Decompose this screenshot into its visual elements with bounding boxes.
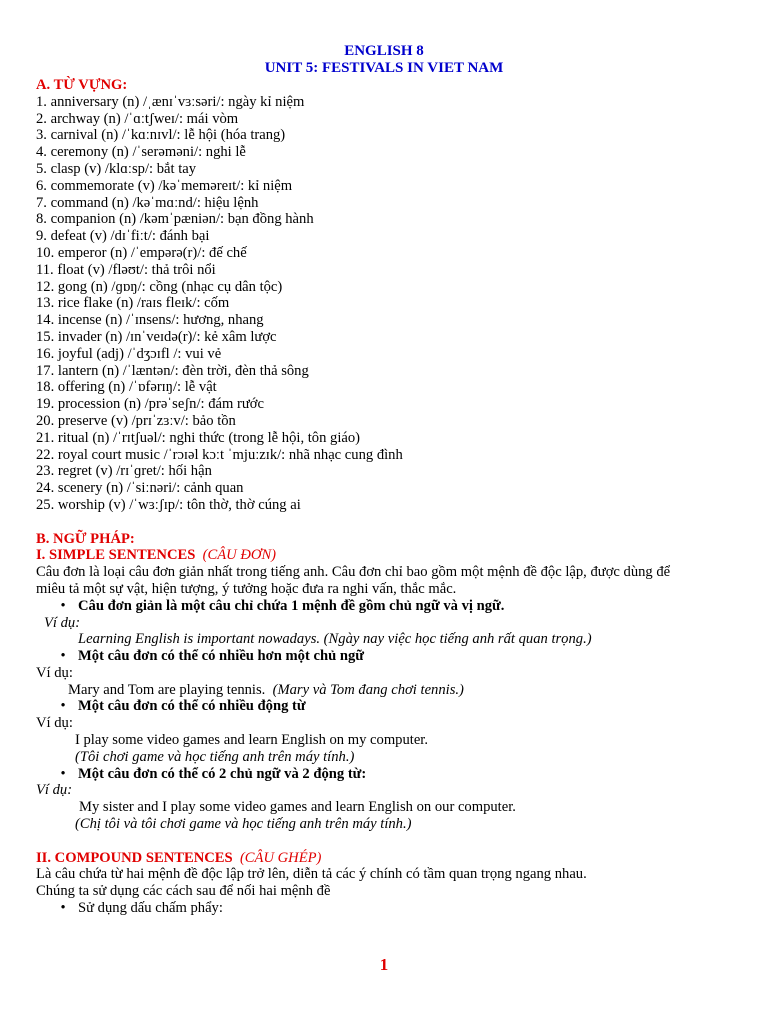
bullet-item <box>36 900 726 917</box>
vocab-item: 6. commemorate (v) /kəˈmeməreɪt/: kỉ niệm <box>36 177 293 194</box>
vocab-item: 14. incense (n) /ˈɪnsens/: hương, nhang <box>36 312 264 329</box>
compound-heading-vi: (CÂU GHÉP) <box>239 849 322 866</box>
bullet-icon: • <box>60 698 66 715</box>
compound-intro-line-1: Là câu chứa từ hai mệnh đề độc lập trở lên, diễn tả các ý chính có tầm quan trọng ngang nhau. <box>36 866 587 883</box>
simple-heading-vi: (CÂU ĐƠN) <box>202 547 277 564</box>
vocab-item: 5. clasp (v) /klɑːsp/: bắt tay <box>36 160 197 177</box>
simple-heading-text: I. SIMPLE SENTENCES <box>36 547 196 564</box>
vocab-item: 24. scenery (n) /ˈsiːnəri/: cảnh quan <box>36 480 244 497</box>
simple-intro-line-1: Câu đơn là loại câu đơn giản nhất trong tiếng anh. Câu đơn chỉ bao gồm một mệnh đề độc lập, được dùng để <box>36 564 671 581</box>
section-b-heading: B. NGỮ PHÁP: <box>36 530 135 547</box>
example-english: Mary and Tom are playing tennis. <box>68 681 266 698</box>
example-label: Ví dụ: <box>36 715 73 732</box>
compound-heading-text: II. COMPOUND SENTENCES <box>36 849 233 866</box>
unit-title: UNIT 5: FESTIVALS IN VIET NAM <box>264 60 504 76</box>
example-sentence <box>36 682 726 699</box>
vocab-item: 2. archway (n) /ˈɑːtʃweɪ/: mái vòm <box>36 110 239 127</box>
document-title: ENGLISH 8 <box>344 43 424 59</box>
vocab-item: 10. emperor (n) /ˈempərə(r)/: đế chế <box>36 244 247 261</box>
bullet-icon: • <box>60 597 66 614</box>
bullet-text: Một câu đơn có thể có 2 chủ ngữ và 2 động từ: <box>78 765 367 782</box>
vocab-item: 22. royal court music /ˈrɔɪəl kɔːt ˈmjuːzɪk/: nhã nhạc cung đình <box>36 446 403 463</box>
page-number: 1 <box>379 955 389 974</box>
compound-intro-line-2: Chúng ta sử dụng các cách sau để nối hai mệnh đề <box>36 883 331 900</box>
bullet-text: Câu đơn giản là một câu chỉ chứa 1 mệnh đề gồm chủ ngữ và vị ngữ. <box>78 597 505 614</box>
vocab-item: 21. ritual (n) /ˈrɪtʃuəl/: nghi thức (trong lễ hội, tôn giáo) <box>36 429 361 446</box>
vocab-item: 8. companion (n) /kəmˈpæniən/: bạn đồng hành <box>36 211 314 228</box>
vocab-item: 1. anniversary (n) /ˌænɪˈvɜːsəri/: ngày kỉ niệm <box>36 93 305 110</box>
example-vietnamese: (Chị tôi và tôi chơi game và học tiếng anh trên máy tính.) <box>75 816 412 833</box>
example-vietnamese: (Mary và Tom đang chơi tennis.) <box>272 681 464 698</box>
vocab-item: 25. worship (v) /ˈwɜːʃɪp/: tôn thờ, thờ cúng ai <box>36 496 301 513</box>
example-label: Ví dụ: <box>44 614 81 631</box>
vocab-item: 9. defeat (v) /dɪˈfiːt/: đánh bại <box>36 228 210 245</box>
simple-intro-line-2: miêu tả một sự vật, hiện tượng, ý tưởng hoặc đưa ra nghi vấn, thắc mắc. <box>36 580 457 597</box>
bullet-item <box>36 648 726 665</box>
example-label: Ví dụ: <box>36 664 73 681</box>
vocab-item: 20. preserve (v) /prɪˈzɜːv/: bảo tồn <box>36 412 236 429</box>
example-sentence: Learning English is important nowadays. (Ngày nay việc học tiếng anh rất quan trọng.) <box>78 631 592 648</box>
vocab-item: 16. joyful (adj) /ˈdʒɔɪfl /: vui vẻ <box>36 345 222 362</box>
example-vietnamese: (Tôi chơi game và học tiếng anh trên máy tính.) <box>75 748 355 765</box>
example-label: Ví dụ: <box>36 782 73 799</box>
bullet-item <box>36 766 726 783</box>
vocab-item: 11. float (v) /fləʊt/: thả trôi nổi <box>36 261 216 278</box>
bullet-icon: • <box>60 648 66 665</box>
vocab-item: 12. gong (n) /ɡɒŋ/: cồng (nhạc cụ dân tộc) <box>36 278 283 295</box>
example-english: My sister and I play some video games and learn English on our computer. <box>79 799 516 816</box>
bullet-icon: • <box>60 900 66 917</box>
bullet-item <box>36 598 726 615</box>
vocabulary-list <box>36 94 726 514</box>
document-body <box>36 77 726 917</box>
simple-sentences-heading <box>36 547 726 564</box>
bullet-text: Sử dụng dấu chấm phẩy: <box>78 900 223 917</box>
vocab-item: 15. invader (n) /ɪnˈveɪdə(r)/: kẻ xâm lược <box>36 328 277 345</box>
compound-sentences-heading <box>36 850 726 867</box>
vocab-item: 19. procession (n) /prəˈseʃn/: đám rước <box>36 396 264 413</box>
bullet-text: Một câu đơn có thể có nhiều hơn một chủ ngữ <box>78 648 365 665</box>
section-a-heading: A. TỪ VỰNG: <box>36 77 128 93</box>
vocab-item: 4. ceremony (n) /ˈserəməni/: nghi lễ <box>36 144 246 161</box>
vocab-item: 17. lantern (n) /ˈlæntən/: đèn trời, đèn thả sông <box>36 362 309 379</box>
vocab-item: 13. rice flake (n) /raɪs fleɪk/: cốm <box>36 295 230 312</box>
bullet-item <box>36 698 726 715</box>
vocab-item: 3. carnival (n) /ˈkɑːnɪvl/: lễ hội (hóa trang) <box>36 127 286 144</box>
example-english: I play some video games and learn English on my computer. <box>75 732 429 749</box>
vocab-item: 18. offering (n) /ˈɒfərɪŋ/: lễ vật <box>36 379 217 396</box>
bullet-text: Một câu đơn có thể có nhiều động từ <box>78 698 306 715</box>
vocab-item: 7. command (n) /kəˈmɑːnd/: hiệu lệnh <box>36 194 259 211</box>
vocab-item: 23. regret (v) /rɪˈɡret/: hối hận <box>36 463 212 480</box>
bullet-icon: • <box>60 765 66 782</box>
